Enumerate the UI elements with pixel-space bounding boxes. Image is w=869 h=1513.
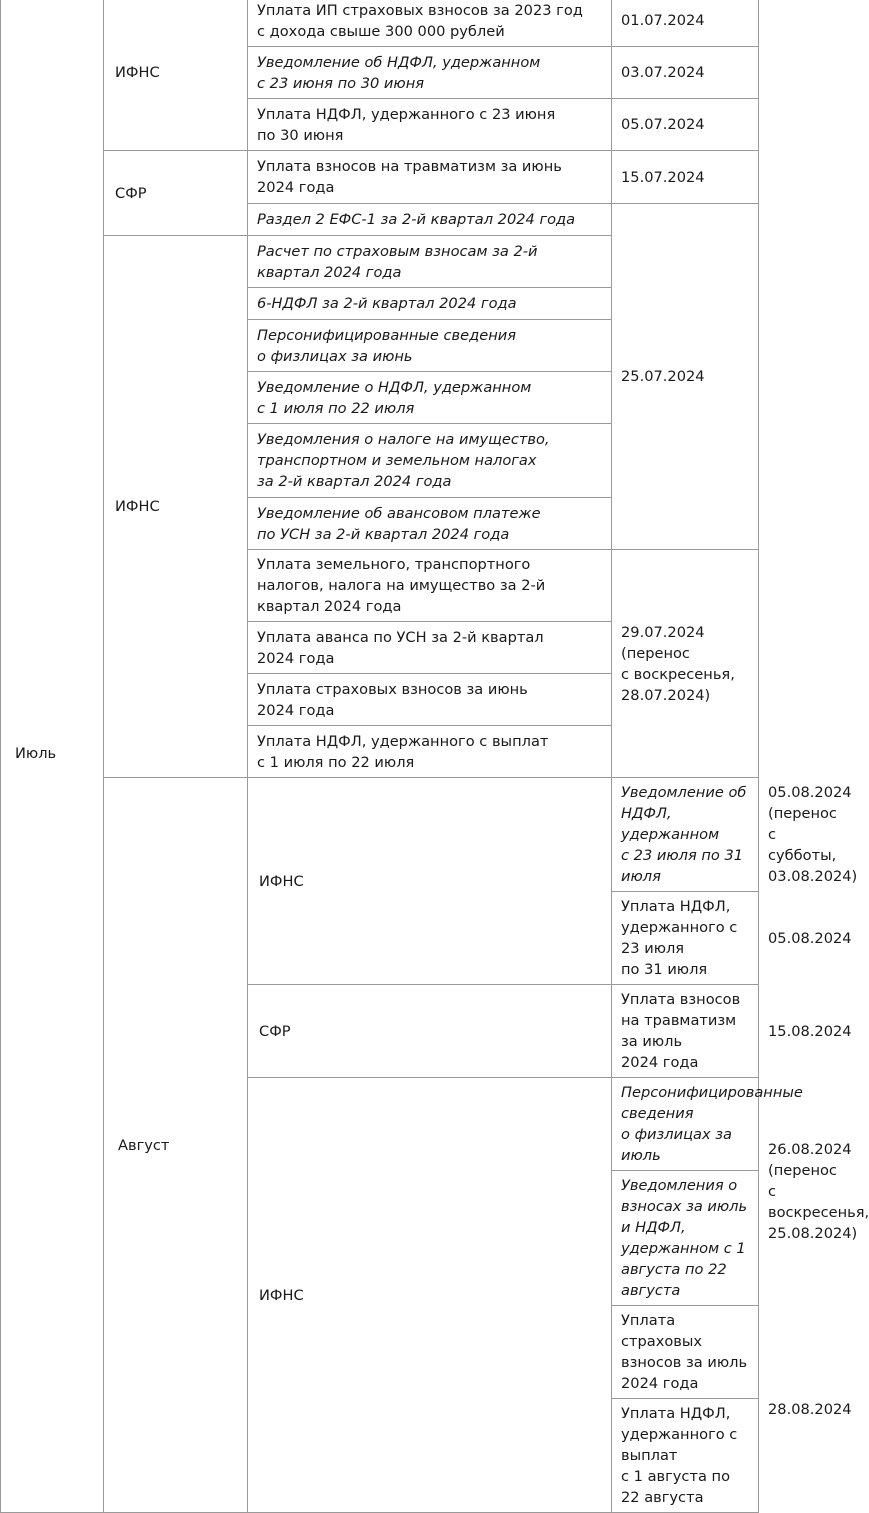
table-row: Уплата страховых взносов за июль 2024 года 28.08.2024: [1, 1306, 759, 1399]
due-date-cell: 29.07.2024 (перенос с воскресенья, 28.07.2024): [612, 550, 759, 778]
authority-cell: ИФНС: [248, 1078, 612, 1513]
event-cell: 6-НДФЛ за 2-й квартал 2024 года: [248, 288, 612, 320]
event-cell: Персонифицированные сведения о физлицах за июль: [612, 1078, 759, 1171]
due-date-cell: 05.07.2024: [612, 99, 759, 151]
event-cell: Уплата НДФЛ, удержанного с выплат с 1 августа по 22 августа: [612, 1399, 759, 1513]
event-cell: Уплата земельного, транспортного налогов, налога на имущество за 2-й квартал 2024 года: [248, 550, 612, 622]
table-row: ИФНС Персонифицированные сведения о физлицах за июль 26.08.2024 (перенос с воскресенья, 25.08.2024): [1, 1078, 759, 1171]
event-cell: Уведомление об авансовом платеже по УСН за 2-й квартал 2024 года: [248, 498, 612, 550]
authority-cell: ИФНС: [104, 236, 248, 778]
month-cell: Июль: [1, 0, 104, 1513]
event-cell: Раздел 2 ЕФС-1 за 2-й квартал 2024 года: [248, 204, 612, 236]
event-cell: Уведомление о НДФЛ, удержанном с 1 июля по 22 июля: [248, 372, 612, 424]
month-cell: Август: [104, 778, 248, 1513]
tax-calendar-body: [1, 0, 869, 1513]
event-cell: Уведомление об НДФЛ, удержанном с 23 июля по 31 июля: [612, 778, 759, 892]
event-cell: Уплата аванса по УСН за 2-й квартал 2024 года: [248, 622, 612, 674]
authority-cell: ИФНС: [248, 778, 612, 985]
table-row: Август ИФНС Уведомление об НДФЛ, удержанном с 23 июля по 31 июля 05.08.2024 (перенос с субботы, 03.08.2024): [1, 778, 759, 892]
event-cell: Уведомления о налоге на имущество, транспортном и земельном налогах за 2-й квартал 2024 года: [248, 424, 612, 498]
table-row: [1, 0, 759, 47]
authority-cell: СФР: [104, 151, 248, 236]
event-cell: Уплата страховых взносов за июнь 2024 года: [248, 674, 612, 726]
table-row: СФР Уплата взносов на травматизм за июль 2024 года 15.08.2024: [1, 985, 759, 1078]
due-date-cell: 01.07.2024: [612, 0, 759, 47]
event-cell: Уведомление об НДФЛ, удержанном с 23 июня по 30 июня: [248, 47, 612, 99]
event-cell: Уплата НДФЛ, удержанного с 23 июля по 31 июля: [612, 892, 759, 985]
event-cell: Уплата взносов на травматизм за июнь 2024 года: [248, 151, 612, 204]
due-date-cell: 15.07.2024: [612, 151, 759, 204]
due-date-cell: 03.07.2024: [612, 47, 759, 99]
due-date-cell: 25.07.2024: [612, 204, 759, 550]
event-cell: Уплата НДФЛ, удержанного с 23 июня по 30 июня: [248, 99, 612, 151]
authority-cell: ИФНС: [104, 0, 248, 151]
event-cell: Уведомления о взносах за июль и НДФЛ, удержанном с 1 августа по 22 августа: [612, 1171, 759, 1306]
table-row: Уплата НДФЛ, удержанного с 23 июля по 31 июля 05.08.2024: [1, 892, 759, 985]
event-cell: Уплата НДФЛ, удержанного с выплат с 1 июля по 22 июля: [248, 726, 612, 778]
event-cell: Уплата страховых взносов за июль 2024 года: [612, 1306, 759, 1399]
table-row: [1, 151, 759, 204]
event-cell: Персонифицированные сведения о физлицах за июнь: [248, 320, 612, 372]
event-cell: Уплата взносов на травматизм за июль 2024 года: [612, 985, 759, 1078]
event-cell: Уплата ИП страховых взносов за 2023 год с дохода свыше 300 000 рублей: [248, 0, 612, 47]
authority-cell: СФР: [248, 985, 612, 1078]
event-cell: Расчет по страховым взносам за 2-й квартал 2024 года: [248, 236, 612, 288]
